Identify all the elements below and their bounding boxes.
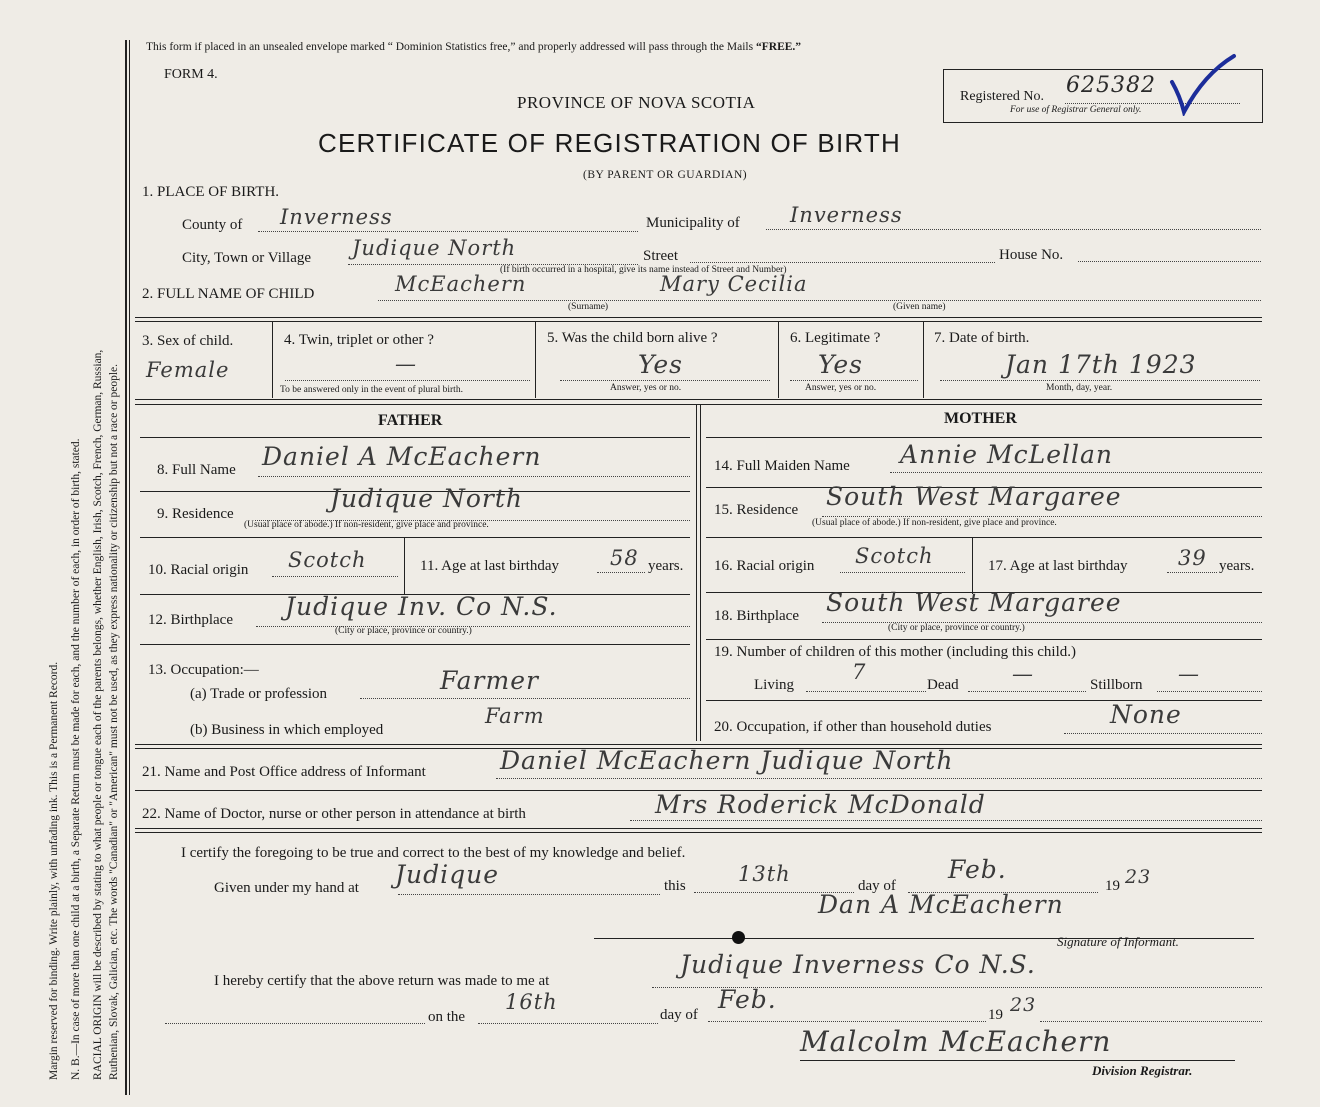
day2-line: [478, 1023, 658, 1024]
living-label: Living: [754, 677, 794, 693]
rule: [706, 537, 1262, 538]
twin-note: To be answered only in the event of plural birth.: [280, 385, 463, 395]
child-name-line: [378, 300, 1261, 301]
margin-note-3: RACIAL ORIGIN will be described by stating to what people or tongue each of the parents belongs, whether English, Irish, Scotch, French, German, Russian,: [92, 349, 104, 1080]
business-label: (b) Business in which employed: [190, 722, 384, 738]
legit-note: Answer, yes or no.: [805, 383, 877, 393]
child-given-name: Mary Cecilia: [660, 272, 808, 296]
given-caption: (Given name): [893, 302, 946, 312]
father-residence-value: Judique North: [330, 484, 523, 513]
municipality-label: Municipality of: [646, 215, 740, 231]
mother-age-value: 39: [1178, 546, 1207, 570]
trade-value: Farmer: [440, 666, 539, 695]
father-residence-label: 9. Residence: [157, 506, 234, 522]
day2-of-label: day of: [660, 1007, 698, 1023]
day-value: 13th: [738, 862, 791, 886]
trade-label: (a) Trade or profession: [190, 686, 328, 702]
day2-value: 16th: [505, 990, 558, 1014]
father-name-label: 8. Full Name: [157, 462, 236, 478]
county-value: Inverness: [280, 205, 393, 229]
divider: [272, 322, 273, 398]
rule-parents-2: [135, 404, 1262, 405]
mother-birthplace-value: South West Margaree: [826, 588, 1122, 617]
mother-birthplace-label: 18. Birthplace: [714, 608, 799, 624]
mother-age-label: 17. Age at last birthday: [988, 558, 1128, 574]
signature-caption: Signature of Informant.: [1057, 934, 1179, 949]
given-place: Judique: [395, 860, 500, 889]
divider: [535, 322, 536, 398]
given-line: [398, 894, 660, 895]
divider: [972, 538, 973, 594]
margin-note-2: N. B.—In case of more than one child at a birth, a Separate Return must be made for each, and the number of each, in order of birth, stated.: [70, 438, 82, 1080]
stillborn-value: —: [1178, 662, 1200, 686]
father-race-value: Scotch: [288, 548, 367, 572]
mother-residence-value: South West Margaree: [826, 482, 1122, 511]
house-line: [1078, 261, 1261, 262]
mother-age-line: [1167, 572, 1217, 573]
rule: [140, 537, 690, 538]
blank-line: [165, 1023, 425, 1024]
county-line: [258, 231, 638, 232]
child-name-label: 2. FULL NAME OF CHILD: [142, 286, 315, 302]
rule-parents: [135, 399, 1262, 400]
registrar-caption: Division Registrar.: [1092, 1063, 1193, 1078]
registered-number: 625382: [1066, 73, 1156, 98]
father-race-line: [272, 576, 398, 577]
city-value: Judique North: [352, 236, 517, 260]
dob-line: [940, 380, 1260, 381]
mother-birthplace-note: (City or place, province or country.): [888, 623, 1025, 633]
living-line: [806, 691, 926, 692]
on-the-label: on the: [428, 1009, 466, 1025]
mother-name-label: 14. Full Maiden Name: [714, 458, 850, 474]
margin-note-1: Margin reserved for binding. Write plainly, with unfading ink. This is a Permanent Record.: [48, 661, 60, 1080]
rule: [706, 639, 1262, 640]
month2-value: Feb.: [718, 985, 777, 1014]
mother-name-line: [890, 472, 1262, 473]
hospital-note: (If birth occurred in a hospital, give its name instead of Street and Number): [500, 265, 787, 275]
form-number: FORM 4.: [164, 67, 218, 82]
dead-value: —: [1012, 662, 1034, 686]
alive-value: Yes: [638, 350, 683, 379]
twin-line: [285, 380, 530, 381]
given-label: Given under my hand at: [214, 880, 359, 896]
twin-label: 4. Twin, triplet or other ?: [284, 332, 434, 348]
informant-label: 21. Name and Post Office address of Informant: [142, 764, 426, 780]
dead-line: [968, 691, 1086, 692]
rule: [135, 828, 1262, 829]
county-label: County of: [182, 217, 243, 233]
registered-label: Registered No.: [960, 89, 1044, 104]
rule: [140, 437, 690, 438]
rule: [140, 644, 690, 645]
divider: [404, 538, 405, 594]
dob-note: Month, day, year.: [1046, 383, 1113, 393]
rule: [706, 437, 1262, 438]
legit-line: [790, 380, 918, 381]
parents-divider-2: [700, 405, 701, 741]
twin-value: —: [395, 352, 417, 376]
municipality-line: [766, 229, 1261, 230]
dob-value: Jan 17th 1923: [1005, 350, 1197, 379]
registrar-line: [800, 1060, 1235, 1061]
registrar-note: For use of Registrar General only.: [1010, 105, 1142, 115]
this-label: this: [664, 878, 686, 894]
checkmark-icon: [1168, 52, 1238, 116]
year2-prefix: 19: [988, 1007, 1003, 1023]
business-value: Farm: [485, 704, 545, 728]
year2-line: [1040, 1021, 1262, 1022]
dob-label: 7. Date of birth.: [934, 330, 1030, 346]
father-birthplace-note: (City or place, province or country.): [335, 626, 472, 636]
rule-top-row-2: [135, 321, 1262, 322]
mother-residence-note: (Usual place of abode.) If non-resident, give place and province.: [812, 518, 1057, 528]
municipality-value: Inverness: [790, 203, 903, 227]
mother-heading: MOTHER: [944, 410, 1017, 427]
mother-occupation-label: 20. Occupation, if other than household duties: [714, 719, 992, 735]
father-occupation-label: 13. Occupation:—: [148, 662, 259, 678]
alive-line: [560, 380, 770, 381]
alive-note: Answer, yes or no.: [610, 383, 682, 393]
father-name-value: Daniel A McEachern: [262, 442, 542, 471]
father-birthplace-label: 12. Birthplace: [148, 612, 233, 628]
stillborn-line: [1157, 691, 1262, 692]
hereby-text: I hereby certify that the above return was made to me at: [214, 973, 550, 989]
year2-value: 23: [1010, 994, 1037, 1016]
dead-label: Dead: [927, 677, 959, 693]
informant-line: [496, 778, 1262, 779]
father-age-label: 11. Age at last birthday: [420, 558, 559, 574]
document-subtitle: (BY PARENT OR GUARDIAN): [583, 169, 748, 181]
divider: [778, 322, 779, 398]
mother-occupation-value: None: [1110, 700, 1182, 729]
year-value: 23: [1125, 866, 1152, 888]
registrar-signature: Malcolm McEachern: [800, 1025, 1112, 1058]
mother-residence-line: [822, 516, 1262, 517]
margin-rule-inner: [129, 40, 130, 1095]
street-line: [690, 262, 995, 263]
legit-label: 6. Legitimate ?: [790, 330, 881, 346]
father-heading: FATHER: [378, 412, 443, 429]
father-age-value: 58: [610, 546, 639, 570]
mother-race-line: [840, 572, 965, 573]
child-surname: McEachern: [395, 272, 527, 296]
ink-blot: [732, 931, 745, 944]
day-of-label: day of: [858, 878, 896, 894]
father-race-label: 10. Racial origin: [148, 562, 249, 578]
province-heading: PROVINCE OF NOVA SCOTIA: [517, 93, 756, 112]
rule-top-row: [135, 317, 1262, 318]
father-years: years.: [648, 558, 684, 574]
children-label: 19. Number of children of this mother (including this child.): [714, 644, 1077, 660]
mail-note: This form if placed in an unsealed envelope marked “ Dominion Statistics free,” and properly addressed will pass through the Mails “FREE.”: [146, 41, 802, 53]
stillborn-label: Stillborn: [1090, 677, 1143, 693]
father-birthplace-value: Judique Inv. Co N.S.: [285, 592, 558, 621]
parents-divider: [696, 405, 697, 741]
divider: [923, 322, 924, 398]
house-label: House No.: [999, 247, 1064, 263]
month-value: Feb.: [948, 855, 1007, 884]
sex-value: Female: [146, 358, 230, 382]
doctor-label: 22. Name of Doctor, nurse or other person in attendance at birth: [142, 806, 526, 822]
doctor-value: Mrs Roderick McDonald: [655, 790, 986, 819]
margin-rule: [125, 40, 127, 1095]
father-birthplace-line: [256, 626, 690, 627]
legit-value: Yes: [818, 350, 863, 379]
doctor-line: [630, 820, 1262, 821]
father-residence-note: (Usual place of abode.) If non-resident, give place and province.: [244, 520, 489, 530]
trade-line: [360, 698, 690, 699]
informant-signature: Dan A McEachern: [818, 890, 1064, 919]
surname-caption: (Surname): [568, 302, 609, 312]
place-heading: 1. PLACE OF BIRTH.: [142, 184, 280, 200]
made-place-value: Judique Inverness Co N.S.: [680, 950, 1036, 979]
document-title: CERTIFICATE OF REGISTRATION OF BIRTH: [318, 128, 901, 158]
sex-label: 3. Sex of child.: [142, 333, 234, 349]
father-name-line: [258, 476, 690, 477]
father-age-line: [597, 572, 645, 573]
mother-occupation-line: [1064, 733, 1262, 734]
informant-value: Daniel McEachern Judique North: [500, 746, 954, 775]
certify-text: I certify the foregoing to be true and correct to the best of my knowledge and belief.: [181, 845, 686, 861]
month2-line: [708, 1021, 986, 1022]
mother-name-value: Annie McLellan: [900, 440, 1113, 469]
mother-residence-label: 15. Residence: [714, 502, 799, 518]
mother-years: years.: [1219, 558, 1255, 574]
year-prefix: 19: [1105, 878, 1120, 894]
mother-race-value: Scotch: [855, 544, 934, 568]
living-value: 7: [852, 660, 867, 684]
street-label: Street: [643, 248, 678, 264]
alive-label: 5. Was the child born alive ?: [547, 330, 718, 346]
mother-race-label: 16. Racial origin: [714, 558, 815, 574]
city-label: City, Town or Village: [182, 250, 312, 266]
rule: [135, 832, 1262, 833]
margin-note-4: Ruthenian, Slovak, Galician, etc. The words "Canadian" or "American" must not be used, as they express nationality or citizenship but not a race or people.: [108, 363, 120, 1080]
rule: [135, 744, 1262, 745]
